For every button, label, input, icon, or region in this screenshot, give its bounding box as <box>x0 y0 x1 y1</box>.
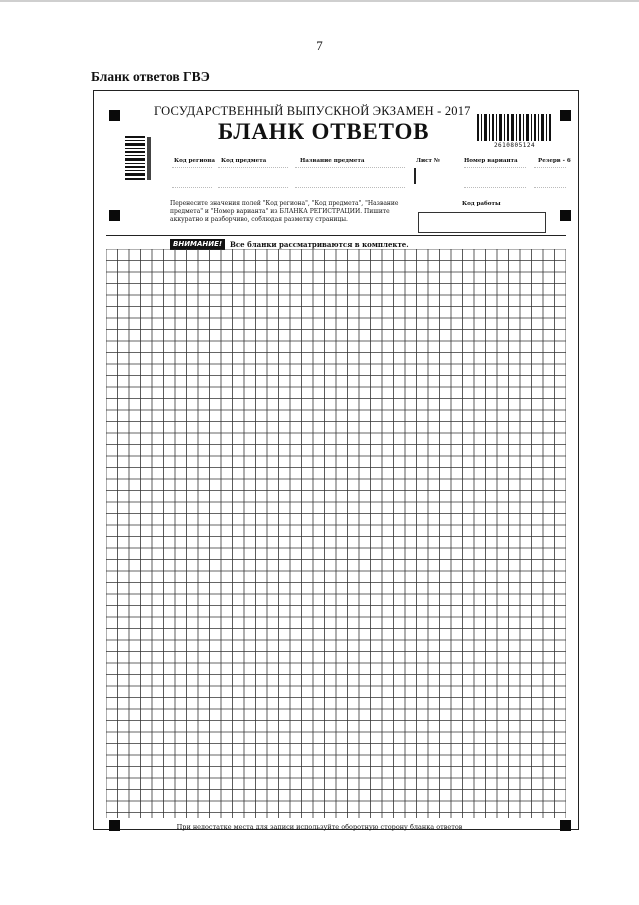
region-code-label: Код региона <box>174 158 215 164</box>
variant-number-label: Номер варианта <box>464 158 518 164</box>
subject-code-label: Код предмета <box>221 158 267 164</box>
form-title: БЛАНК ОТВЕТОВ <box>218 119 430 144</box>
top-border <box>0 0 639 2</box>
exam-title: ГОСУДАРСТВЕННЫЙ ВЫПУСКНОЙ ЭКЗАМЕН - 2017 <box>154 104 471 118</box>
answer-grid[interactable] <box>106 249 566 818</box>
work-code-field[interactable] <box>418 212 546 233</box>
subject-name-label: Название предмета <box>300 158 365 164</box>
subject-name-field[interactable] <box>295 167 405 188</box>
region-code-field[interactable] <box>172 167 212 188</box>
vertical-barcode-icon <box>125 135 153 182</box>
reserve-label: Резерв - 6 <box>538 158 571 164</box>
barcode-number: 2610805124 <box>476 141 553 150</box>
registration-marker-mid-right <box>560 210 571 221</box>
work-code-label: Код работы <box>462 201 501 207</box>
bottom-note: При недостатке места для записи используйте оборотную сторону бланка ответов <box>176 823 463 831</box>
reserve-field <box>534 167 566 188</box>
subject-code-field[interactable] <box>218 167 288 188</box>
registration-marker-mid-left <box>109 210 120 221</box>
registration-marker-top-right <box>560 110 571 121</box>
page-number: 7 <box>316 38 323 53</box>
sheet-number-label: Лист № <box>416 158 440 164</box>
instruction-text: Перенесите значения полей "Код региона", "Код предмета", "Название предмета" и "Номер варианта" из БЛАНКА РЕГИСТРАЦИИ. Пишите аккуратно и разборчиво, соблюдая разметку страницы. <box>170 200 399 223</box>
registration-marker-top-left <box>109 110 120 121</box>
attention-text: Все бланки рассматриваются в комплекте. <box>230 240 409 249</box>
attention-badge: ВНИМАНИЕ! <box>170 239 225 250</box>
variant-number-field[interactable] <box>464 167 526 188</box>
header-separator <box>106 235 566 236</box>
section-title: Бланк ответов ГВЭ <box>91 69 210 84</box>
sheet-number-field[interactable] <box>414 168 416 184</box>
